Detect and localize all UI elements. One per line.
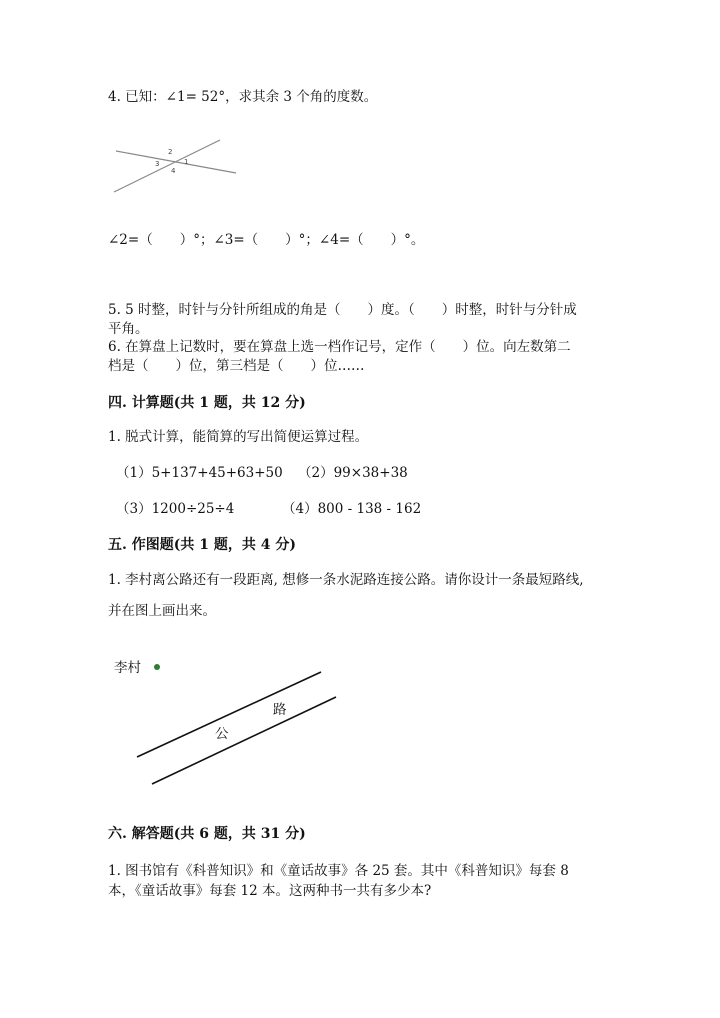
section6-q1-line1: 1. 图书馆有《科普知识》和《童话故事》各 25 套。其中《科普知识》每套 8: [108, 863, 569, 879]
section4-title: 四. 计算题(共 1 题，共 12 分): [108, 395, 306, 411]
q6-line2: 档是（ ）位，第三档是（ ）位……: [108, 358, 365, 374]
angle-line-b: [114, 140, 220, 192]
angle-label-3: 3: [155, 160, 160, 168]
angle-label-1: 1: [184, 158, 189, 166]
calc-item-4: （4）800 - 138 - 162: [282, 501, 422, 517]
calc-item-2: （2）99×38+38: [298, 465, 408, 481]
road-diagram: [110, 655, 370, 795]
section5-q1-line1: 1. 李村离公路还有一段距离, 想修一条水泥路连接公路。请你设计一条最短路线,: [108, 572, 584, 588]
road-line-lower: [152, 697, 336, 784]
calc-item-3: （3）1200÷25÷4: [116, 501, 235, 517]
angle-label-2: 2: [168, 148, 173, 156]
q4-prompt: 4. 已知：∠1= 52°，求其余 3 个角的度数。: [108, 89, 378, 105]
section6-q1-line2: 本，《童话故事》每套 12 本。这两种书一共有多少本?: [108, 883, 432, 899]
section5-title: 五. 作图题(共 1 题，共 4 分): [108, 537, 296, 553]
section4-q1: 1. 脱式计算，能简算的写出简便运算过程。: [108, 429, 369, 445]
road-line-upper: [137, 672, 321, 757]
road-char-gong: 公: [215, 726, 229, 742]
q4-answer-blanks: ∠2=（ ）°；∠3=（ ）°；∠4=（ ）°。: [108, 232, 425, 248]
angle-diagram: [112, 140, 242, 200]
q5-line1: 5. 5 时整，时针与分针所组成的角是（ ）度。（ ）时整，时针与分针成: [108, 302, 577, 318]
village-label: 李村: [114, 660, 141, 676]
section6-title: 六. 解答题(共 6 题，共 31 分): [108, 826, 306, 842]
section5-q1-line2: 并在图上画出来。: [108, 603, 216, 619]
q5-line2: 平角。: [108, 321, 149, 337]
road-char-lu: 路: [273, 702, 287, 718]
calc-item-1: （1）5+137+45+63+50: [116, 465, 283, 481]
village-dot: [154, 664, 160, 670]
angle-label-4: 4: [171, 167, 176, 175]
q6-line1: 6. 在算盘上记数时，要在算盘上选一档作记号，定作（ ）位。向左数第二: [108, 339, 571, 355]
